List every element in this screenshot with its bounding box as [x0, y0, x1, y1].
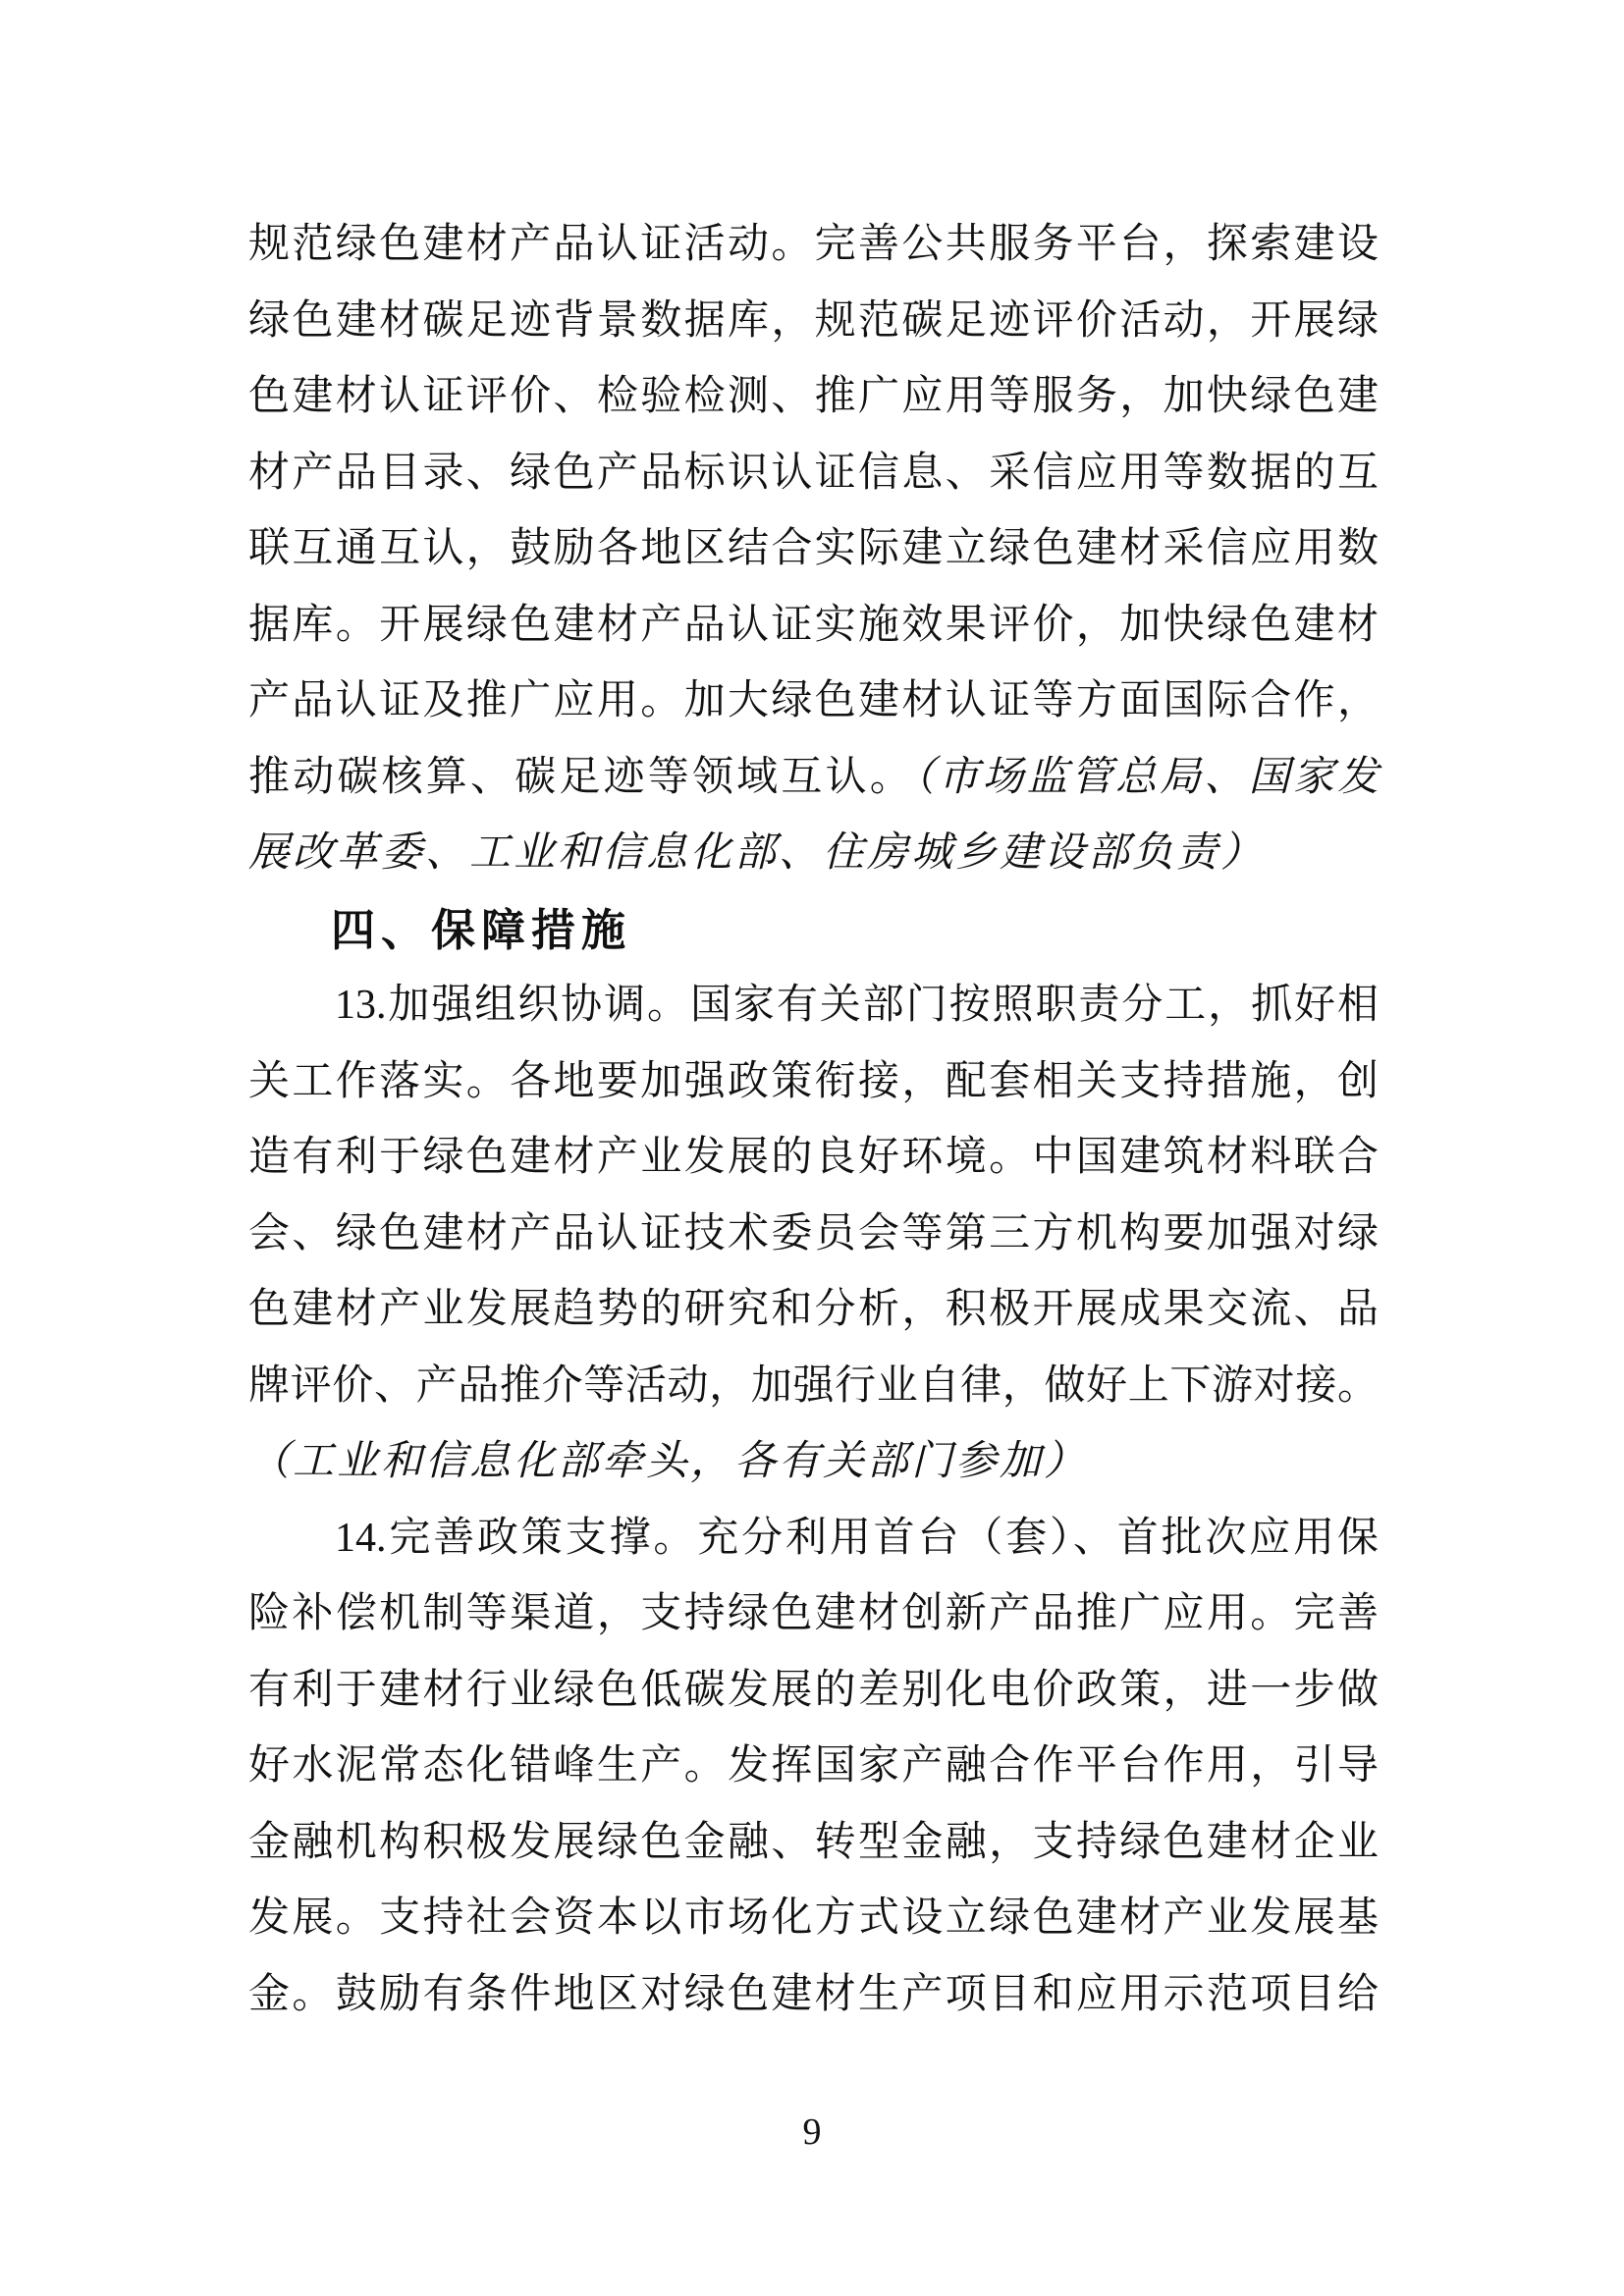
body-line: 据库。开展绿色建材产品认证实施效果评价，加快绿色建材: [248, 602, 1379, 648]
body-line: [248, 740, 1379, 817]
item-13-line: 13.加强组织协调。国家有关部门按照职责分工，抓好相: [335, 983, 1379, 1028]
page-footer: [0, 2110, 1624, 2154]
document-body: [248, 207, 1379, 2033]
item-13-line: 造有利于绿色建材产业发展的良好环境。中国建筑材料联合: [248, 1135, 1379, 1180]
body-line: 绿色建材碳足迹背景数据库，规范碳足迹评价活动，开展绿: [248, 297, 1379, 344]
item-14-line: 有利于建材行业绿色低碳发展的差别化电价政策，进一步做: [248, 1667, 1379, 1713]
agency-attribution-line: 展改革委、工业和信息化部、住房城乡建设部负责）: [248, 830, 1266, 876]
item-14-line: 险补偿机制等渠道，支持绿色建材创新产品推广应用。完善: [248, 1591, 1379, 1636]
item-13-line: 关工作落实。各地要加强政策衔接，配套相关支持措施，创: [248, 1058, 1379, 1104]
item-14-line: 发展。支持社会资本以市场化方式设立绿色建材产业发展基: [248, 1896, 1379, 1941]
body-line: 色建材认证评价、检验检测、推广应用等服务，加快绿色建: [248, 374, 1379, 419]
item-13-line: 牌评价、产品推介等活动，加强行业自律，做好上下游对接。: [248, 1362, 1379, 1409]
section-heading: 四、保障措施: [331, 904, 632, 955]
body-line: 规范绿色建材产品认证活动。完善公共服务平台，探索建设: [248, 222, 1379, 267]
page-number: 9: [802, 2111, 822, 2153]
body-line-segment: 推动碳核算、碳足迹等领域互认。: [248, 754, 914, 800]
body-line: 材产品目录、绿色产品标识认证信息、采信应用等数据的互: [248, 450, 1379, 496]
item-13-line: 色建材产业发展趋势的研究和分析，积极开展成果交流、品: [248, 1287, 1379, 1332]
agency-attribution-line: （工业和信息化部牵头，各有关部门参加）: [248, 1439, 1089, 1484]
item-14-line: 金。鼓励有条件地区对绿色建材生产项目和应用示范项目给: [248, 1971, 1379, 2017]
item-14-line: 金融机构积极发展绿色金融、转型金融，支持绿色建材企业: [248, 1819, 1379, 1865]
agency-attribution-segment: （市场监管总局、国家发: [913, 754, 1379, 800]
item-14-line: 好水泥常态化错峰生产。发挥国家产融合作平台作用，引导: [248, 1743, 1379, 1789]
item-13-line: 会、绿色建材产品认证技术委员会等第三方机构要加强对绿: [248, 1210, 1379, 1256]
item-14-line: 14.完善政策支撑。充分利用首台（套）、首批次应用保: [335, 1515, 1379, 1561]
body-line: 联互通互认，鼓励各地区结合实际建立绿色建材采信应用数: [248, 526, 1379, 571]
body-line: 产品认证及推广应用。加大绿色建材认证等方面国际合作，: [248, 678, 1379, 723]
